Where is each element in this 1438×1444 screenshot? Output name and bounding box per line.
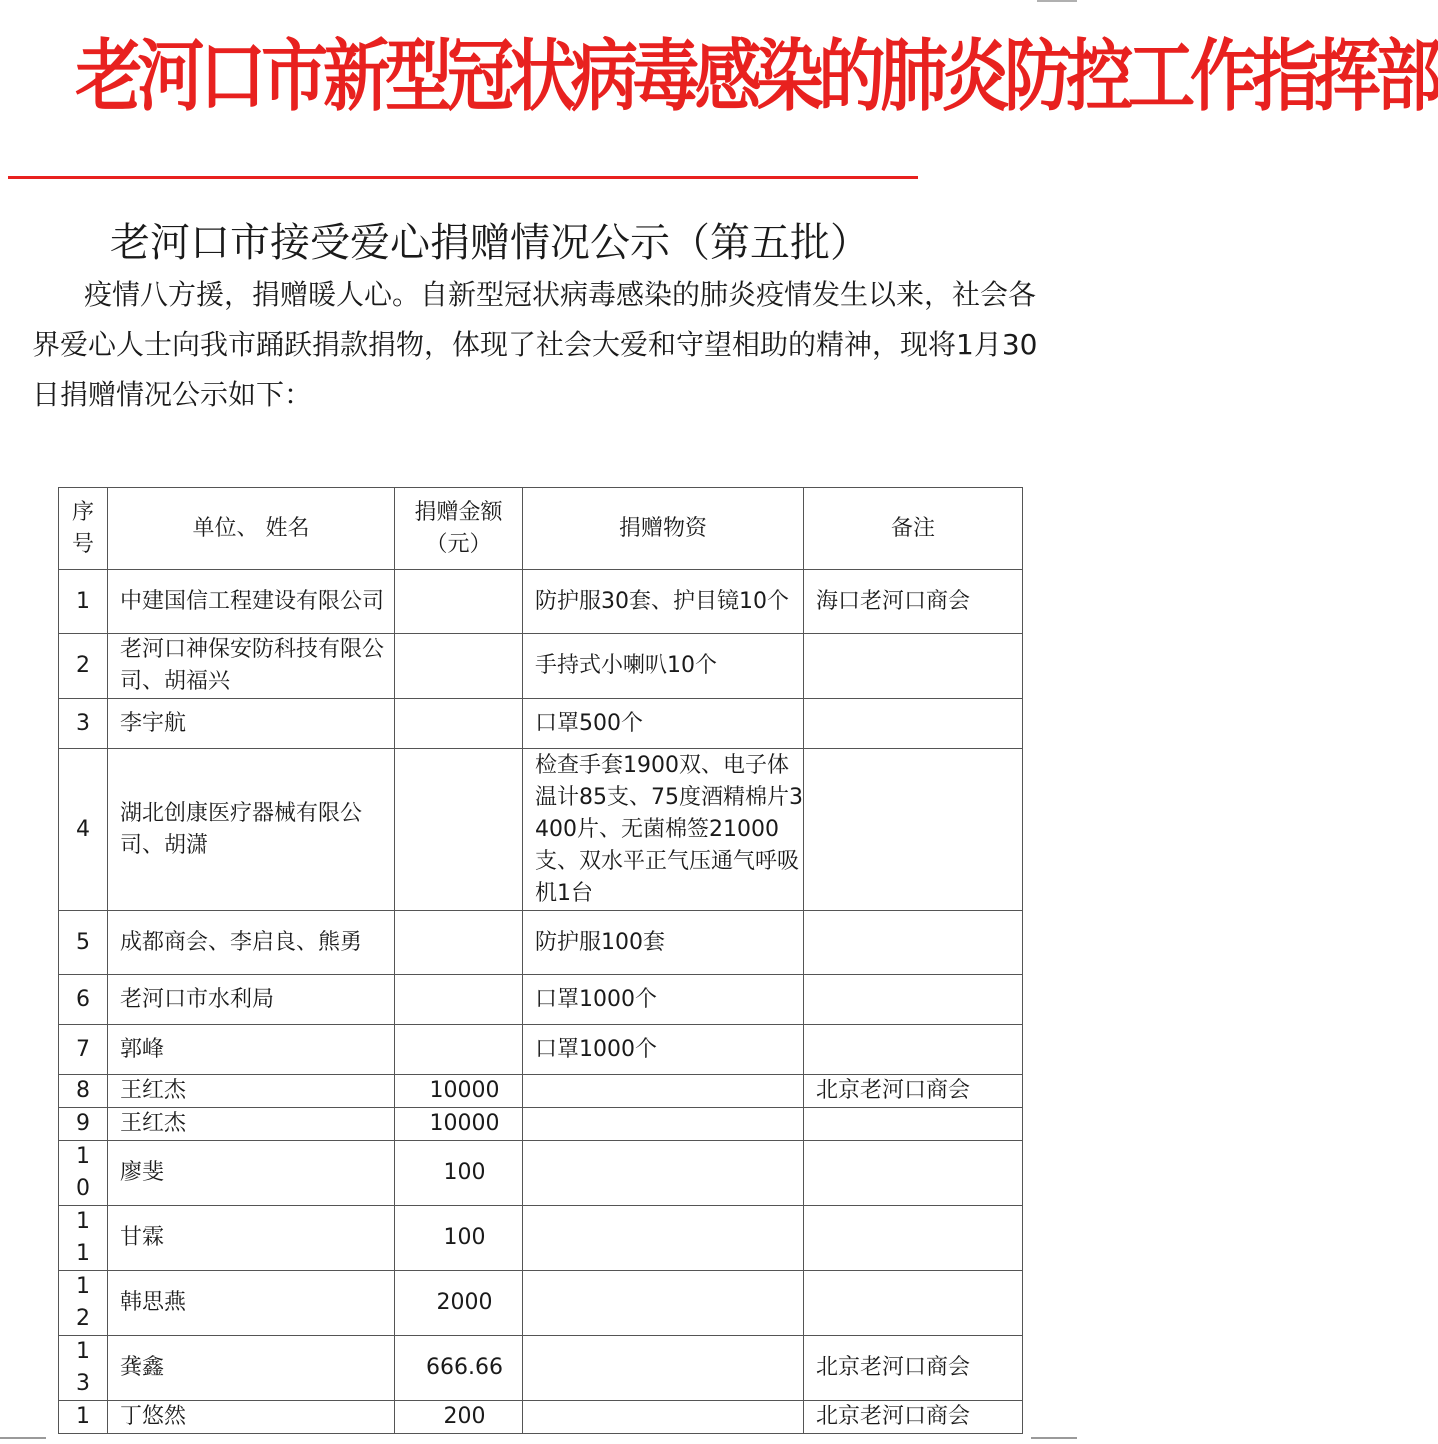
row-index: 3 <box>59 699 108 749</box>
row-note <box>804 1108 1023 1141</box>
issuer-title: 老河口市新型冠状病毒感染的肺炎防控工作指挥部 <box>75 32 1438 122</box>
row-donor: 韩思燕 <box>108 1271 395 1336</box>
row-donor: 丁悠然 <box>108 1401 395 1434</box>
table-row <box>59 975 1023 1025</box>
row-goods: 口罩1000个 <box>523 1025 804 1075</box>
row-goods: 口罩500个 <box>523 699 804 749</box>
row-index: 13 <box>59 1336 108 1401</box>
row-index: 6 <box>59 975 108 1025</box>
row-note <box>804 1141 1023 1206</box>
table-row <box>59 1401 1023 1434</box>
row-donor: 成都商会、李启良、熊勇 <box>108 911 395 975</box>
row-note: 海口老河口商会 <box>804 570 1023 634</box>
row-donor: 甘霖 <box>108 1206 395 1271</box>
row-amount <box>395 749 523 911</box>
table-row <box>59 1108 1023 1141</box>
row-index: 1 <box>59 570 108 634</box>
row-donor: 老河口神保安防科技有限公司、胡福兴 <box>108 634 395 699</box>
table-row <box>59 1025 1023 1075</box>
row-donor: 李宇航 <box>108 699 395 749</box>
row-donor: 廖斐 <box>108 1141 395 1206</box>
row-note <box>804 1025 1023 1075</box>
row-goods <box>523 1336 804 1401</box>
scan-edge-left <box>0 1437 46 1439</box>
row-goods <box>523 1141 804 1206</box>
row-amount <box>395 975 523 1025</box>
row-index: 1 <box>59 1401 108 1434</box>
table-row <box>59 570 1023 634</box>
row-note <box>804 911 1023 975</box>
row-index: 9 <box>59 1108 108 1141</box>
row-goods <box>523 1075 804 1108</box>
table-row <box>59 1206 1023 1271</box>
row-goods <box>523 1206 804 1271</box>
row-index: 7 <box>59 1025 108 1075</box>
row-index: 8 <box>59 1075 108 1108</box>
table-row <box>59 1271 1023 1336</box>
table-row <box>59 1075 1023 1108</box>
row-amount: 100 <box>395 1206 523 1271</box>
row-amount <box>395 634 523 699</box>
row-amount <box>395 1025 523 1075</box>
row-note: 北京老河口商会 <box>804 1336 1023 1401</box>
row-amount: 100 <box>395 1141 523 1206</box>
row-amount <box>395 911 523 975</box>
row-goods <box>523 1108 804 1141</box>
table-row <box>59 1336 1023 1401</box>
row-goods <box>523 1401 804 1434</box>
row-donor: 湖北创康医疗器械有限公司、胡潇 <box>108 749 395 911</box>
row-amount: 200 <box>395 1401 523 1434</box>
row-donor: 老河口市水利局 <box>108 975 395 1025</box>
row-index: 4 <box>59 749 108 911</box>
table-row <box>59 1141 1023 1206</box>
row-index: 10 <box>59 1141 108 1206</box>
row-amount <box>395 699 523 749</box>
row-index: 11 <box>59 1206 108 1271</box>
row-index: 5 <box>59 911 108 975</box>
row-note <box>804 749 1023 911</box>
row-note <box>804 634 1023 699</box>
row-donor: 王红杰 <box>108 1108 395 1141</box>
header-index: 序号 <box>59 488 108 570</box>
row-goods <box>523 1271 804 1336</box>
donation-table <box>58 487 1023 1434</box>
row-amount: 10000 <box>395 1108 523 1141</box>
red-divider <box>8 176 918 179</box>
notice-title: 老河口市接受爱心捐赠情况公示（第五批） <box>110 220 870 266</box>
header-name: 单位、 姓名 <box>108 488 395 570</box>
header-goods: 捐赠物资 <box>523 488 804 570</box>
row-index: 2 <box>59 634 108 699</box>
row-amount <box>395 570 523 634</box>
row-amount: 2000 <box>395 1271 523 1336</box>
row-note: 北京老河口商会 <box>804 1075 1023 1108</box>
row-note: 北京老河口商会 <box>804 1401 1023 1434</box>
row-note <box>804 699 1023 749</box>
row-amount: 10000 <box>395 1075 523 1108</box>
row-donor: 郭峰 <box>108 1025 395 1075</box>
row-goods: 防护服100套 <box>523 911 804 975</box>
table-row <box>59 749 1023 911</box>
row-goods: 手持式小喇叭10个 <box>523 634 804 699</box>
header-note: 备注 <box>804 488 1023 570</box>
row-index: 12 <box>59 1271 108 1336</box>
notice-intro: 疫情八方援，捐赠暖人心。自新型冠状病毒感染的肺炎疫情发生以来，社会各界爱心人士向我市踊跃捐款捐物，体现了社会大爱和守望相助的精神，现将1月30日捐赠情况公示如下： <box>32 278 1038 411</box>
table-row <box>59 634 1023 699</box>
scan-edge-right <box>1031 1437 1077 1439</box>
table-row <box>59 699 1023 749</box>
header-amount: 捐赠金额（元） <box>395 488 523 570</box>
row-goods: 检查手套1900双、电子体温计85支、75度酒精棉片3400片、无菌棉签21000支、双水平正气压通气呼吸机1台 <box>523 749 804 911</box>
row-goods: 防护服30套、护目镜10个 <box>523 570 804 634</box>
row-note <box>804 1271 1023 1336</box>
row-note <box>804 975 1023 1025</box>
row-donor: 龚鑫 <box>108 1336 395 1401</box>
row-note <box>804 1206 1023 1271</box>
row-donor: 王红杰 <box>108 1075 395 1108</box>
scan-edge-top <box>1037 0 1077 2</box>
table-row <box>59 911 1023 975</box>
row-amount: 666.66 <box>395 1336 523 1401</box>
row-donor: 中建国信工程建设有限公司 <box>108 570 395 634</box>
table-header-row <box>59 488 1023 570</box>
row-goods: 口罩1000个 <box>523 975 804 1025</box>
